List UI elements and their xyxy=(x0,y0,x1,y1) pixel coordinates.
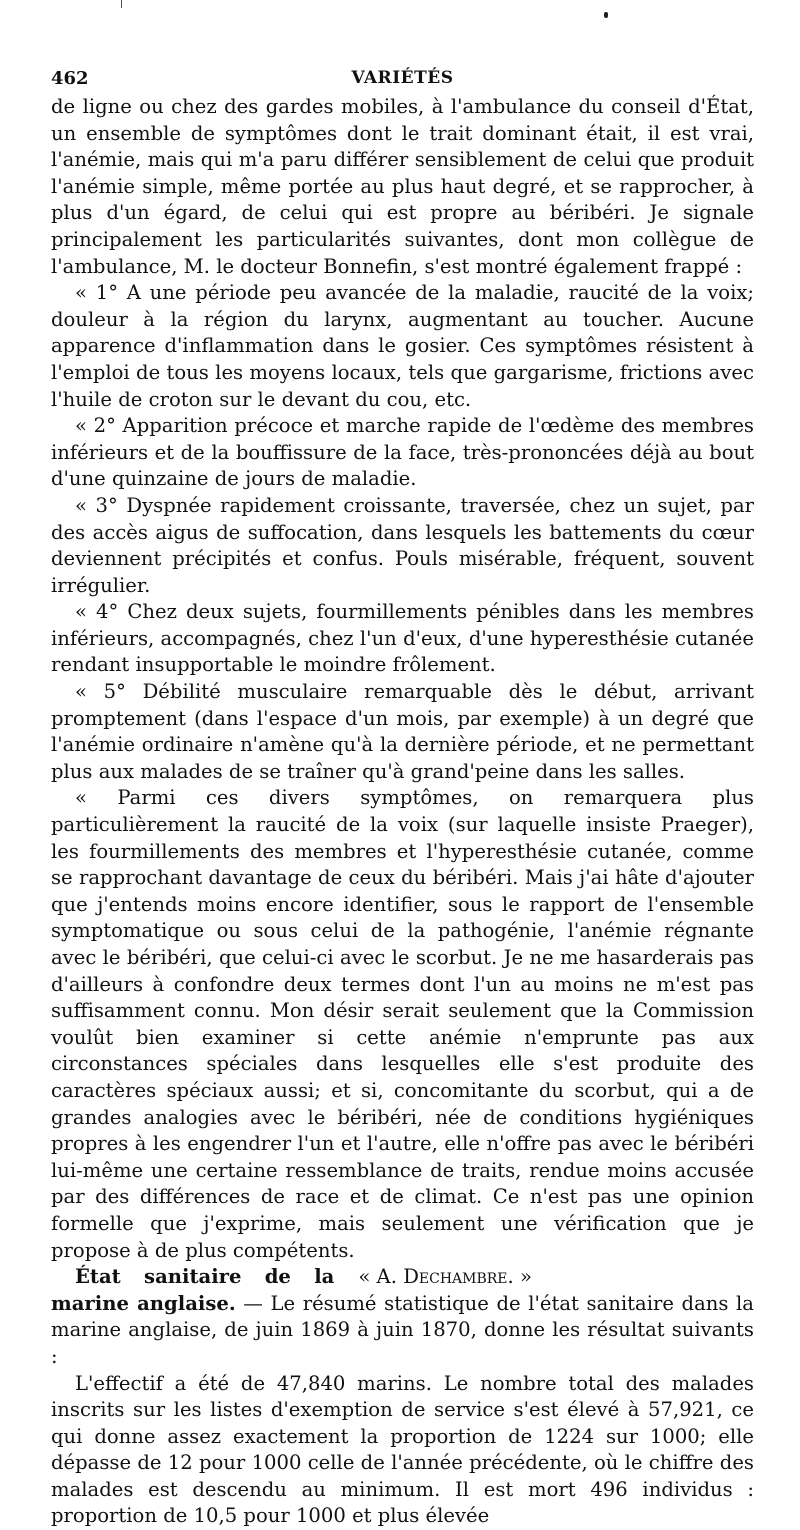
paragraph: de ligne ou chez des gardes mobiles, à l'ambulance du conseil d'État, un ensemble de symptômes dont le trait dominant était, il est vrai, l'anémie, mais qui m'a paru différer sensiblement de celui que produit l'anémie simple, même portée au plus haut degré, et se rapprocher, à plus d'un égard, de celui qui est propre au béribéri. Je signale principalement les particularités suivantes, dont mon collègue de l'ambulance, M. le docteur Bonnefin, s'est montré également frappé : xyxy=(51,94,754,280)
paragraph: « 2° Apparition précoce et marche rapide de l'œdème des membres inférieurs et de la bouffissure de la face, très-prononcées déjà au bout d'une quinzaine de jours de maladie. xyxy=(51,413,754,493)
scan-mark xyxy=(121,0,122,8)
paragraph: « 3° Dyspnée rapidement croissante, traversée, chez un sujet, par des accès aigus de suffocation, dans lesquels les battements du cœur deviennent précipités et confus. Pouls misérable, fréquent, souvent irrégulier. xyxy=(51,493,754,599)
paragraph-with-signature xyxy=(51,785,754,1264)
signature-name: Dechambre xyxy=(403,1265,507,1288)
paragraph: « 5° Débilité musculaire remarquable dès le début, arrivant promptement (dans l'espace d'un mois, par exemple) à un degré que l'anémie ordinaire n'amène qu'à la dernière période, et ne permettant plus aux malades de se traîner qu'à grand'peine dans les salles. xyxy=(51,679,754,785)
running-head: VARIÉTÉS xyxy=(51,68,754,88)
paragraph-text: « Parmi ces divers symptômes, on remarquera plus particulièrement la raucité de la voix (sur laquelle insiste Praeger), les fourmillements des membres et l'hyperesthésie cutanée, comme se rapprochant davantage de ceux du béribéri. Mais j'ai hâte d'ajouter que j'entends moins encore identifier, sous le rapport de l'ensemble symptomatique ou sous celui de la pathogénie, l'anémie régnante avec le béribéri, que celui-ci avec le scorbut. Je ne me hasarderais pas d'ailleurs à confondre deux termes dont l'un au moins ne m'est pas suffisamment connu. Mon désir serait seulement que la Commission voulût bien examiner si cette anémie n'emprunte pas aux circonstances spéciales dans lesquelles elle s'est produite des caractères spéciaux aussi; et si, concomitante du scorbut, qui a de grandes analogies avec le béribéri, née de conditions hygiéniques propres à les engendrer l'un et l'autre, elle n'offre pas avec le béribéri lui-même une certaine ressemblance de traits, rendue moins accusée par des différences de race et de climat. Ce n'est pas une opinion formelle que j'exprime, mais seulement une vérification que je propose à de plus compétents. xyxy=(51,786,754,1261)
signature-suffix: . » xyxy=(508,1265,532,1288)
section-intro-text: Le résumé statistique de l'état sanitaire dans la marine anglaise, de juin 1869 à juin 1870, donne les résultat suivants : xyxy=(51,1292,754,1368)
paragraph: « 1° A une période peu avancée de la maladie, raucité de la voix; douleur à la région du larynx, augmentant au toucher. Aucune apparence d'inflammation dans le gosier. Ces symptômes résistent à l'emploi de tous les moyens locaux, tels que gargarisme, frictions avec l'huile de croton sur le devant du cou, etc. xyxy=(51,280,754,413)
paragraph: « 4° Chez deux sujets, fourmillements pénibles dans les membres inférieurs, accompagnés, chez l'un d'eux, d'une hyperesthésie cutanée rendant insupportable le moindre frôlement. xyxy=(51,599,754,679)
signature xyxy=(334,1264,532,1291)
page-header xyxy=(51,60,754,94)
ink-speck xyxy=(604,12,608,18)
section-dash: — xyxy=(236,1292,271,1315)
body-text xyxy=(51,94,754,1530)
book-page xyxy=(51,60,754,1530)
signature-prefix: « A. xyxy=(358,1265,397,1288)
page-number: 462 xyxy=(51,68,89,89)
section-title: État sanitaire de la marine anglaise. xyxy=(51,1265,334,1315)
paragraph: L'effectif a été de 47,840 marins. Le nombre total des malades inscrits sur les listes d'exemption de service s'est élevé à 57,921, ce qui donne assez exactement la proportion de 1224 sur 1000; elle dépasse de 12 pour 1000 celle de l'année précédente, où le chiffre des malades est descendu au minimum. Il est mort 496 individus : proportion de 10,5 pour 1000 et plus élevée xyxy=(51,1371,754,1530)
